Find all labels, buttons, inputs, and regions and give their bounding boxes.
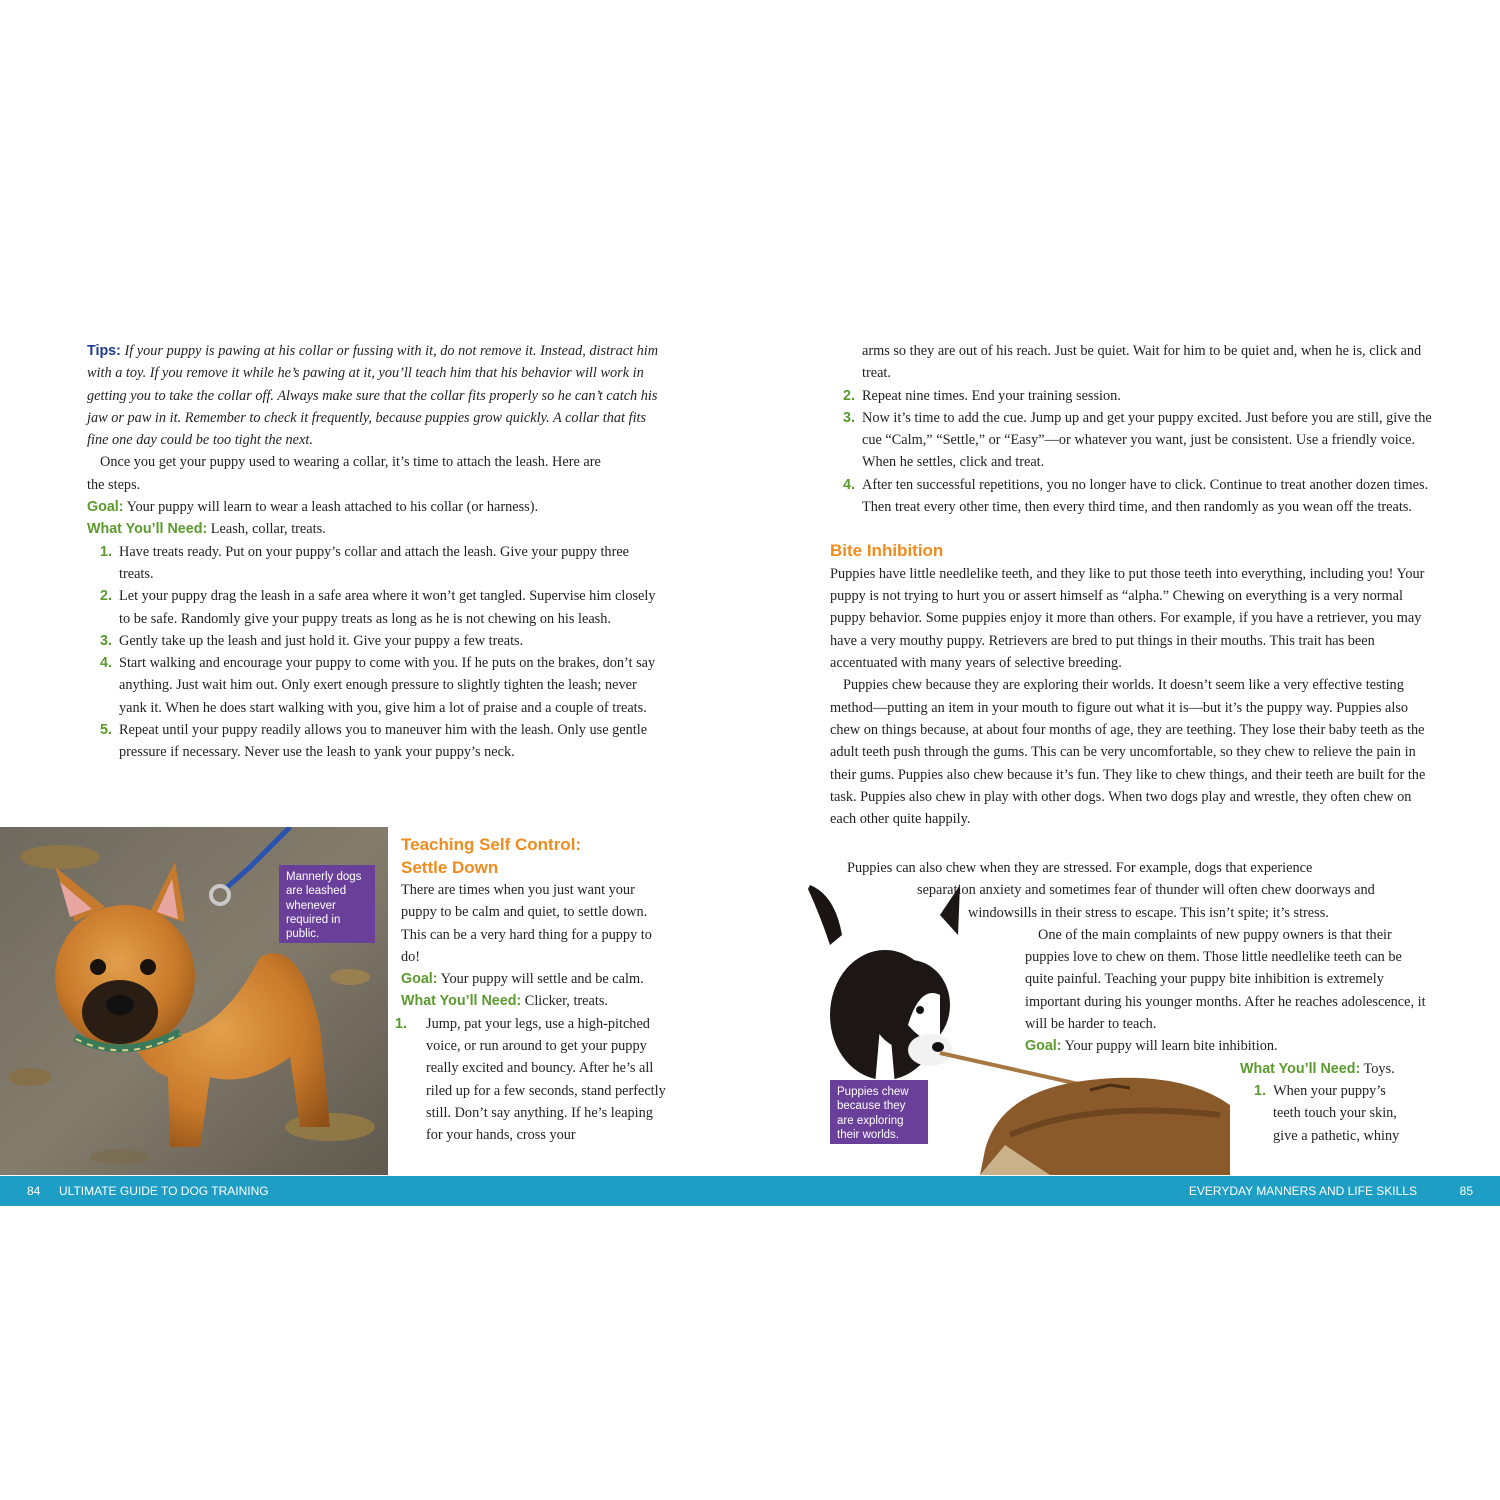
goal-label: Goal: bbox=[87, 499, 124, 516]
bite-paragraph-2: Puppies chew because they are exploring their worlds. It doesn’t seem like a very effective testing method—putting an item in your mouth to figure out what it is—but it’s the puppy way. Puppies also chew on things because, at about four months of age, they are teething. They lose their baby teeth as the adult teeth push through the gums. This can be very uncomfortable, so they chew to relieve the pain in their gums. Puppies also chew because it’s fun. They like to chew things, and their teeth are built for the task. Puppies also chew in play with other dogs. When two dogs play and wrestle, they often chew on each other quite happily. bbox=[830, 677, 1426, 828]
bite-wrap-text bbox=[830, 857, 1440, 1147]
list-item bbox=[87, 541, 667, 586]
step-number: 3. bbox=[843, 409, 855, 426]
tips-label: Tips: bbox=[87, 343, 121, 359]
footer-book-title: ULTIMATE GUIDE TO DOG TRAINING bbox=[59, 1184, 269, 1198]
step-number: 2. bbox=[843, 387, 855, 404]
intro-line-1: Once you get your puppy used to wearing a collar, it’s time to attach the leash. Here are bbox=[100, 454, 601, 471]
page-number-left: 84 bbox=[27, 1184, 41, 1198]
heading-line-2: Settle Down bbox=[401, 857, 499, 877]
step-text: Have treats ready. Put on your puppy’s collar and attach the leash. Give your puppy three treats. bbox=[119, 543, 630, 582]
wrap-line: quite painful. Teaching your puppy bite inhibition is extremely bbox=[1025, 971, 1384, 988]
wrap-line: windowsills in their stress to escape. This isn’t spite; it’s stress. bbox=[968, 904, 1329, 921]
what-you-need-text: Toys. bbox=[1363, 1060, 1395, 1077]
wrap-line: important during his younger months. After he reaches adolescence, it bbox=[1025, 993, 1426, 1010]
step-text: arms so they are out of his reach. Just be quiet. Wait for him to be quiet and, when he is, click and treat. bbox=[862, 343, 1422, 382]
tips-text: If your puppy is pawing at his collar or fussing with it, do not remove it. Instead, distract him with a toy. If you remove it while he’s pawing at it, you’ll teach him that his behavior will work in getting you to take the collar off. Always make sure that the collar fits properly so he can’t catch his jaw or paw in it. Remember to check it frequently, because puppies grow quickly. A collar that fits fine one day could be too tight the next. bbox=[87, 343, 659, 449]
bite-step-line bbox=[830, 1080, 1440, 1102]
step-number: 4. bbox=[100, 655, 112, 672]
step-number: 2. bbox=[100, 588, 112, 605]
what-you-need-label: What You’ll Need: bbox=[401, 993, 522, 1010]
photo-caption-left: Mannerly dogs are leashed whenever required in public. bbox=[279, 865, 375, 943]
goal-label: Goal: bbox=[401, 971, 438, 988]
step-text: Jump, pat your legs, use a high-pitched voice, or run around to get your puppy really excited and bouncy. After he’s all riled up for a few seconds, stand perfectly still. Don’t say anything. If he’s leaping for your hands, cross your bbox=[426, 1015, 666, 1144]
intro-line-2: the steps. bbox=[87, 476, 141, 493]
what-you-need-label: What You’ll Need: bbox=[87, 521, 208, 538]
wrap-line: separation anxiety and sometimes fear of thunder will often chew doorways and bbox=[917, 882, 1375, 899]
photo-caption-right: Puppies chew because they are exploring their worlds. bbox=[830, 1080, 928, 1144]
bite-what-you-need-line bbox=[830, 1058, 1440, 1080]
what-you-need-line bbox=[87, 518, 667, 540]
settle-intro: There are times when you just want your puppy to be calm and quiet, to settle down. This can be a very hard thing for a puppy to do! bbox=[401, 882, 652, 965]
step-number: 1. bbox=[395, 1015, 407, 1032]
list-item bbox=[87, 585, 667, 630]
tips-paragraph bbox=[87, 340, 667, 451]
left-page bbox=[87, 340, 667, 764]
section-heading-bite-inhibition: Bite Inhibition bbox=[830, 541, 944, 561]
wrap-line: will be harder to teach. bbox=[1025, 1016, 1157, 1033]
step-text: Repeat until your puppy readily allows you to maneuver him with the leash. Only use gentle pressure if necessary. Never use the leash to yank your puppy’s neck. bbox=[119, 722, 648, 761]
footer-bar bbox=[0, 1176, 1500, 1206]
heading-line-1: Teaching Self Control: bbox=[401, 835, 582, 854]
list-item bbox=[87, 719, 667, 764]
bite-step-line: teeth touch your skin, bbox=[1273, 1105, 1397, 1122]
page-number-right: 85 bbox=[1459, 1184, 1473, 1198]
step-number: 1. bbox=[1254, 1082, 1266, 1099]
step-number: 3. bbox=[100, 632, 112, 649]
step-number: 4. bbox=[843, 476, 855, 493]
bite-paragraph-1: Puppies have little needlelike teeth, and they like to put those teeth into everything, including you! Your puppy is not trying to hurt you or assert himself as “alpha.” Chewing on everything is a very normal puppy behavior. Some puppies enjoy it more than others. For example, if you have a retriever, you may have a very mouthy puppy. Retrievers are bred to put things in their mouths. This trait has been accentuated with many years of selective breeding. bbox=[830, 565, 1425, 672]
step-text: Repeat nine times. End your training session. bbox=[862, 387, 1121, 404]
list-item bbox=[87, 652, 667, 719]
footer-chapter-title: EVERYDAY MANNERS AND LIFE SKILLS bbox=[1188, 1184, 1417, 1198]
settle-steps-continued bbox=[830, 340, 1440, 518]
list-item bbox=[395, 1013, 666, 1147]
step-text: After ten successful repetitions, you no longer have to click. Continue to treat another dozen times. Then treat every other time, then every third time, and then randomly as you wean off the treats. bbox=[862, 476, 1429, 516]
list-item bbox=[830, 340, 1440, 385]
what-you-need-text: Clicker, treats. bbox=[524, 993, 608, 1010]
settle-steps-list bbox=[395, 1013, 666, 1147]
goal-label: Goal: bbox=[1025, 1038, 1062, 1055]
right-page bbox=[830, 340, 1440, 830]
settle-down-section bbox=[395, 834, 666, 1147]
step-text: Now it’s time to add the cue. Jump up and get your puppy excited. Just before you are still, give the cue “Calm,” “Settle,” or “Easy”—or whatever you want, just be consistent. Use a friendly voice. When he settles, click and treat. bbox=[862, 409, 1432, 471]
section-heading-self-control bbox=[401, 834, 666, 879]
settle-goal-line bbox=[401, 968, 666, 990]
what-you-need-label: What You’ll Need: bbox=[1240, 1060, 1361, 1077]
step-text: Let your puppy drag the leash in a safe area where it won’t get tangled. Supervise him closely to be safe. Randomly give your puppy treats as long as he is not chewing on his leash. bbox=[119, 588, 656, 627]
step-number: 1. bbox=[100, 543, 112, 560]
list-item bbox=[830, 407, 1440, 474]
list-item bbox=[830, 474, 1440, 519]
goal-line bbox=[87, 496, 667, 518]
bite-step-line: give a pathetic, whiny bbox=[1273, 1127, 1400, 1144]
goal-text: Your puppy will learn to wear a leash attached to his collar (or harness). bbox=[126, 499, 539, 516]
step-text: When your puppy’s bbox=[1273, 1082, 1386, 1099]
wrap-line: puppies love to chew on them. Those little needlelike teeth can be bbox=[1025, 949, 1402, 966]
step-text: Gently take up the leash and just hold it. Give your puppy a few treats. bbox=[119, 632, 524, 649]
bite-goal-line bbox=[830, 1035, 1440, 1057]
settle-what-you-need-line bbox=[401, 990, 666, 1012]
list-item bbox=[830, 385, 1440, 407]
list-item bbox=[87, 630, 667, 652]
leash-steps-list bbox=[87, 541, 667, 764]
goal-text: Your puppy will settle and be calm. bbox=[440, 971, 644, 988]
step-number: 5. bbox=[100, 722, 112, 739]
wrap-line: One of the main complaints of new puppy owners is that their bbox=[1038, 926, 1392, 943]
wrap-line: Puppies can also chew when they are stressed. For example, dogs that experience bbox=[847, 860, 1313, 876]
goal-text: Your puppy will learn bite inhibition. bbox=[1064, 1038, 1278, 1055]
step-text: Start walking and encourage your puppy to come with you. If he puts on the brakes, don’t say anything. Just wait him out. Only exert enough pressure to slightly tighten the leash; never yank it. When he does start walking with you, give him a lot of praise and a couple of treats. bbox=[119, 655, 656, 716]
what-you-need-text: Leash, collar, treats. bbox=[210, 521, 326, 538]
